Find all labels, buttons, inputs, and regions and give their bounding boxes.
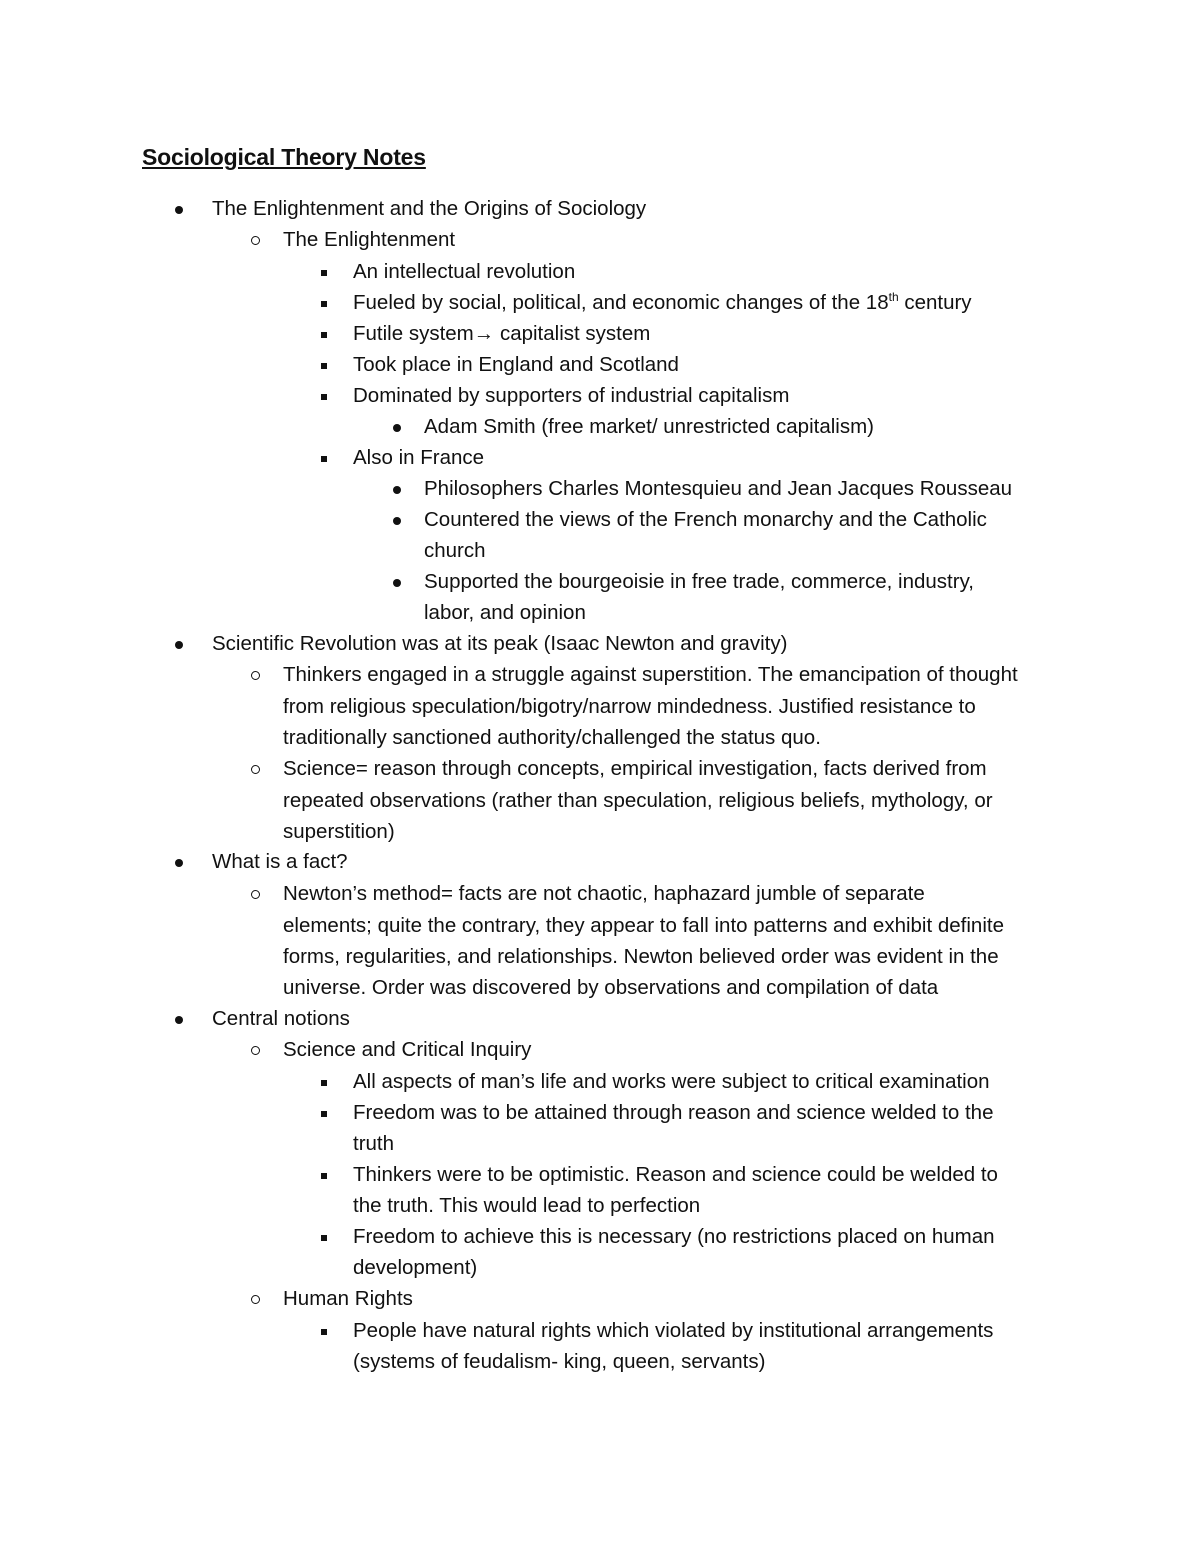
list-item: Human Rights	[283, 1287, 413, 1310]
bullet-square	[317, 287, 331, 318]
bullet-square	[317, 1066, 331, 1097]
list-item-continuation: church	[424, 539, 486, 562]
list-item: Dominated by supporters of industrial capitalism	[353, 384, 790, 407]
bullet-dot	[390, 473, 404, 504]
list-item-continuation: elements; quite the contrary, they appear to fall into patterns and exhibit definite	[283, 914, 1004, 937]
list-item: Central notions	[212, 1007, 350, 1030]
list-item: All aspects of man’s life and works were subject to critical examination	[353, 1070, 990, 1093]
bullet-dot	[172, 1003, 186, 1034]
bullet-dot	[390, 566, 404, 597]
list-item-continuation: from religious speculation/bigotry/narrow mindedness. Justified resistance to	[283, 695, 976, 718]
bullet-dot	[172, 846, 186, 877]
list-item: Science and Critical Inquiry	[283, 1038, 532, 1061]
list-item: People have natural rights which violated by institutional arrangements	[353, 1319, 994, 1342]
list-item-continuation: forms, regularities, and relationships. Newton believed order was evident in the	[283, 945, 999, 968]
list-item: Futile system→ capitalist system	[353, 322, 651, 345]
list-item: The Enlightenment	[283, 228, 456, 251]
list-item-continuation: the truth. This would lead to perfection	[353, 1194, 701, 1217]
bullet-square	[317, 256, 331, 287]
text-segment: Fueled by social, political, and economic changes of the 18	[353, 291, 889, 314]
bullet-square	[317, 442, 331, 473]
list-item: Freedom was to be attained through reason and science welded to the	[353, 1101, 994, 1124]
list-item: Science= reason through concepts, empirical investigation, facts derived from	[283, 757, 987, 780]
text-segment: century	[898, 291, 972, 314]
list-item: The Enlightenment and the Origins of Sociology	[212, 197, 647, 220]
list-item-continuation: labor, and opinion	[424, 601, 586, 624]
bullet-circle	[248, 878, 262, 909]
list-item: Took place in England and Scotland	[353, 353, 679, 376]
list-item-continuation: traditionally sanctioned authority/challenged the status quo.	[283, 726, 821, 749]
bullet-circle	[248, 1283, 262, 1314]
list-item	[353, 287, 972, 318]
list-item-continuation: universe. Order was discovered by observations and compilation of data	[283, 976, 939, 999]
list-item: Freedom to achieve this is necessary (no restrictions placed on human	[353, 1225, 995, 1248]
bullet-dot	[172, 193, 186, 224]
bullet-square	[317, 349, 331, 380]
list-item: Also in France	[353, 446, 485, 469]
list-item: Thinkers were to be optimistic. Reason and science could be welded to	[353, 1163, 998, 1186]
list-item: An intellectual revolution	[353, 260, 576, 283]
list-item-continuation: superstition)	[283, 820, 395, 843]
list-item: Scientific Revolution was at its peak (Isaac Newton and gravity)	[212, 632, 788, 655]
page-title: Sociological Theory Notes	[142, 144, 426, 170]
bullet-square	[317, 380, 331, 411]
list-item: Adam Smith (free market/ unrestricted capitalism)	[424, 415, 874, 438]
bullet-square	[317, 318, 331, 349]
list-item-continuation: development)	[353, 1256, 478, 1279]
list-item: Philosophers Charles Montesquieu and Jean Jacques Rousseau	[424, 477, 1013, 500]
bullet-square	[317, 1221, 331, 1252]
list-item: Thinkers engaged in a struggle against superstition. The emancipation of thought	[283, 663, 1018, 686]
list-item-continuation: truth	[353, 1132, 395, 1155]
bullet-dot	[390, 411, 404, 442]
bullet-square	[317, 1159, 331, 1190]
bullet-square	[317, 1315, 331, 1346]
bullet-circle	[248, 659, 262, 690]
bullet-circle	[248, 224, 262, 255]
bullet-dot	[172, 628, 186, 659]
list-item: What is a fact?	[212, 850, 348, 873]
bullet-circle	[248, 753, 262, 784]
bullet-square	[317, 1097, 331, 1128]
superscript: th	[888, 290, 899, 305]
list-item: Supported the bourgeoisie in free trade, commerce, industry,	[424, 570, 974, 593]
list-item: Countered the views of the French monarchy and the Catholic	[424, 508, 987, 531]
list-item-continuation: (systems of feudalism- king, queen, servants)	[353, 1350, 766, 1373]
bullet-dot	[390, 504, 404, 535]
bullet-circle	[248, 1034, 262, 1065]
list-item: Newton’s method= facts are not chaotic, haphazard jumble of separate	[283, 882, 925, 905]
list-item-continuation: repeated observations (rather than speculation, religious beliefs, mythology, or	[283, 789, 993, 812]
